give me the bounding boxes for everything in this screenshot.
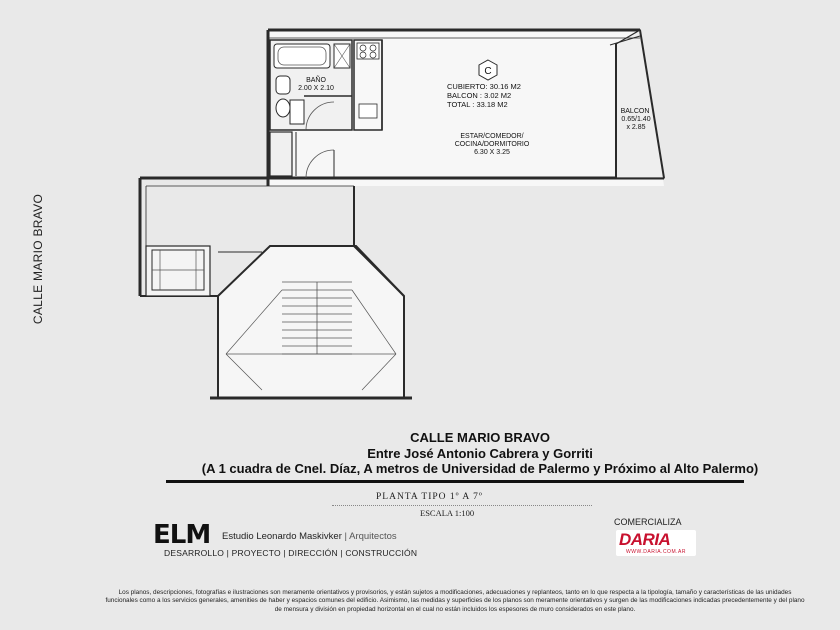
elevator-shaft: [146, 246, 210, 296]
bano-label: BAÑO: [306, 77, 326, 84]
balcon-label: BALCON: [620, 108, 650, 115]
scale-label: ESCALA 1:100: [420, 508, 475, 518]
legal-disclaimer: Los planos, descripciones, fotografías e ilustraciones son meramente orientativos y provisorios, y están sujetos a modificaciones, adecuaciones y replanteos, tanto en lo que respecta a la tipología, tamaño y características de las unidades funcionales como a los servicios generales, amenities de haber y espacios comunes del edificio. Asimismo, las medidas y superficies de los planos son meramente orientativos y surgen de las modificaciones indicadas precedentemente y del plano de mensura y división en propiedad horizontal en el cual no están incluidos los espesores de muro considerados en este plano.: [105, 589, 805, 613]
balcony-floor: [616, 30, 664, 178]
bano-dims: 2.00 X 2.10: [298, 85, 334, 92]
title-rule: [166, 480, 744, 483]
street-side-label: CALLE MARIO BRAVO: [31, 193, 45, 325]
studio-services: DESARROLLO | PROYECTO | DIRECCIÓN | CONSTRUCCIÓN: [164, 548, 418, 558]
studio-name: Estudio Leonardo Maskivker: [222, 531, 342, 542]
daria-url: WWW.DARIA.COM.AR: [626, 549, 686, 555]
room-marker-letter: C: [484, 66, 492, 77]
sink: [359, 104, 377, 118]
closet: [270, 132, 292, 176]
washbasin: [290, 100, 304, 124]
floor-rule: [332, 505, 592, 506]
daria-brand: DARIA: [619, 530, 671, 549]
area-balcon: BALCON : 3.02 M2: [447, 91, 512, 100]
estar-label-2: COCINA/DORMITORIO: [454, 141, 530, 148]
title-street: CALLE MARIO BRAVO: [410, 430, 550, 445]
floor-label: PLANTA TIPO 1º A 7º: [376, 492, 483, 502]
title-location: (A 1 cuadra de Cnel. Díaz, A metros de Universidad de Palermo y Próximo al Alto Palermo): [201, 461, 759, 476]
estar-dims: 6.30 X 3.25: [474, 149, 510, 156]
marketing-label: COMERCIALIZA: [614, 517, 682, 527]
studio-logo: ELM: [153, 520, 211, 550]
balcon-dims-2: x 2.85: [626, 124, 646, 131]
title-between: Entre José Antonio Cabrera y Gorriti: [367, 446, 593, 461]
toilet: [276, 76, 290, 94]
bidet: [276, 99, 290, 117]
area-total: TOTAL : 33.18 M2: [447, 100, 508, 109]
studio-divider: |: [344, 531, 347, 542]
area-cubierto: CUBIERTO: 30.16 M2: [447, 82, 521, 91]
studio-name-line: [222, 531, 397, 542]
studio-suffix: Arquitectos: [349, 531, 397, 542]
balcon-dims-1: 0.65/1.40: [621, 116, 651, 123]
estar-label-1: ESTAR/COMEDOR/: [460, 133, 524, 140]
